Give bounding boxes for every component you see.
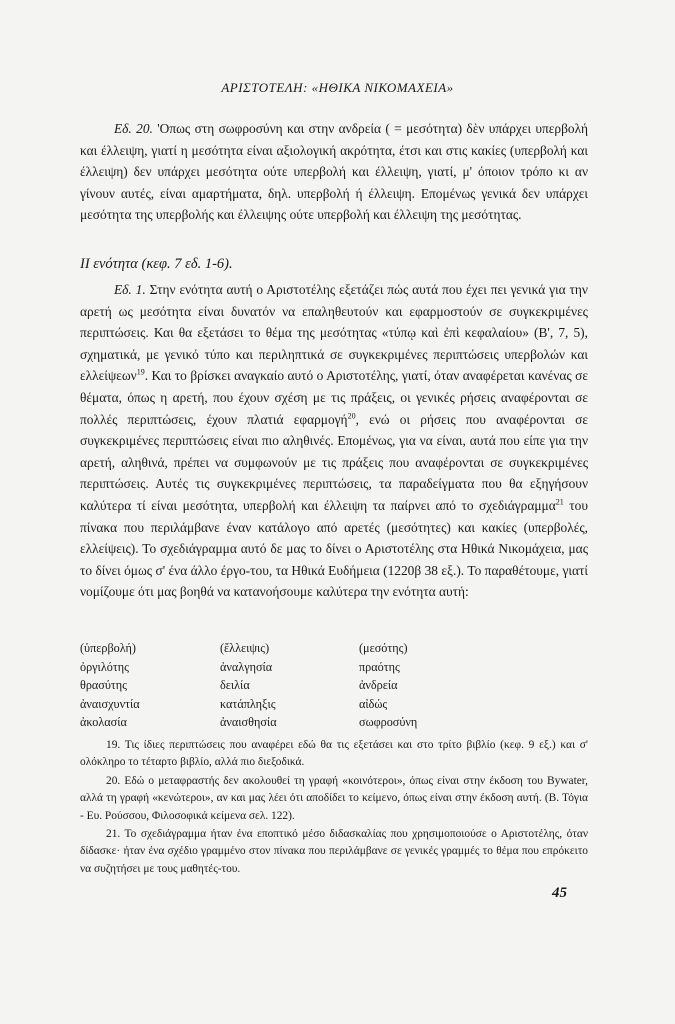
table-row (80, 715, 417, 734)
table-cell: ἀναλγησία (220, 659, 273, 674)
running-head: ΑΡΙΣΤΟΤΕΛΗ: «ΗΘΙΚΑ ΝΙΚΟΜΑΧΕΙΑ» (221, 80, 454, 95)
table-row (80, 660, 417, 679)
table-cell: ὀργιλότης (80, 659, 129, 674)
virtue-table (80, 641, 417, 734)
table-cell: δειλία (220, 678, 250, 692)
paragraph-text-d: του πίνακα που περιλάμβανε έναν κατάλογο από αρετές (μεσότητες) και κακίες (υπερβολές, ελλείψεις). Το σχεδιάγραμμα αυτό δε μας το δίνει ο Αριστοτέλης στα Ηθικά Νικομάχεια, μας το δίνει όμως σ' ένα άλλο έργο-του, τα Ηθικά Ευδήμεια (1220β 38 εξ.). Το παραθέτουμε, γιατί νομίζουμε ότι μας βοηθά να κατανοήσουμε καλύτερα την ενότητα αυτή: (80, 497, 588, 600)
table-cell: ἀκολασία (80, 715, 127, 729)
table-header-cell: (ἔλλειψις) (220, 641, 270, 655)
table-header-row (80, 641, 417, 660)
table-cell: σωφροσύνη (359, 715, 418, 729)
table-row (80, 697, 417, 716)
paragraph-ed-1 (80, 279, 588, 603)
page-number: 45 (552, 885, 567, 901)
paragraph-text-c: , ενώ οι ρήσεις που αναφέρονται σε συγκεκριμένες περιπτώσεις είναι πιο αληθινές. Επομένως, για να είναι, αυτά που είπε για την αρετή, αληθινά, πρέπει να συμφωνούν με τις πράξεις που αναφέρονται σε συγκεκριμένες περιπτώσεις. Αυτές τις συγκεκριμένες περιπτώσεις, τα παραδείγματα που θα εξηγήσουν καλύτερα τί είναι μεσότητα, υπερβολή και έλλειψη τα παίρνει από το σχεδιάγραμμα (80, 411, 588, 513)
table-cell: πραότης (359, 659, 400, 674)
footnote-ref-20: 20 (347, 411, 356, 421)
paragraph-label: Εδ. 20. (114, 121, 153, 136)
section-heading: II ενότητα (κεφ. 7 εδ. 1-6). (80, 256, 233, 272)
table-header-cell: (ὑπερβολή) (80, 641, 136, 655)
table-row (80, 678, 417, 697)
table-header-cell: (μεσότης) (359, 641, 408, 655)
paragraph-ed-20 (80, 118, 588, 226)
footnote-19: 19. Τις ίδιες περιπτώσεις που αναφέρει εδώ θα τις εξετάσει και στο τρίτο βιβλίο (κεφ. 9 εξ.) και σ' ολόκληρο το τέταρτο βιβλίο, αλλά πιο διεξοδικά. (80, 739, 588, 769)
table-cell: ἀναισχυντία (80, 696, 140, 711)
table-cell: θρασύτης (80, 678, 128, 692)
table-cell: ἀνδρεία (359, 678, 398, 692)
footnote-ref-19: 19 (136, 367, 145, 377)
table-cell: αἰδώς (359, 696, 388, 711)
paragraph-text-a: Στην ενότητα αυτή ο Αριστοτέλης εξετάζει πώς αυτά που έχει πει γενικά για την αρετή ως μεσότητα είναι δυνατόν να επαληθευτούν και εφαρμοστούν σε συγκεκριμένες περιπτώσεις. Και θα εξετάσει το θέμα της μεσότητας «τύπῳ καὶ ἐπὶ κεφαλαίου» (Β', 7, 5), σχηματικά, με γενικό τύπο και περιληπτικά σε συγκεκριμένες περιπτώσεις υπερβολών και ελλείψεων (80, 282, 588, 384)
paragraph-text: 'Οπως στη σωφροσύνη και στην ανδρεία ( = μεσότητα) δὲν υπάρχει υπερβολή και έλλειψη, γιατί η μεσότητα είναι αξιολογική ακρότητα, έτσι και στις κακίες (υπερβολή και έλλειψη) δεν υπάρχει μεσότητα ούτε υπερβολή και έλλειψη, γιατί, μ' όποιον τρόπο κι αν γίνουν αυτές, είναι αμαρτήματα, δηλ. υπερβολή ή έλλειψη. Επομένως γενικά δεν υπάρχει μεσότητα της υπερβολής και έλλειψης ούτε υπερβολή και έλλειψη της μεσότητας. (80, 121, 589, 223)
table-cell: κατάπληξις (220, 696, 276, 711)
footnote-ref-21: 21 (555, 497, 564, 507)
footnotes (80, 737, 588, 879)
table-cell: ἀναισθησία (220, 715, 277, 729)
paragraph-label: Εδ. 1. (114, 282, 146, 297)
footnote-21: 21. Το σχεδιάγραμμα ήταν ένα εποπτικό μέσο διδασκαλίας που χρησιμοποιούσε ο Αριστοτέλης, όταν δίδασκε· ήταν ένα σχέδιο γραμμένο στον πίνακα που περιλάμβανε σε γενικές γραμμές το θέμα που επρόκειτο να συζητήσει με τους μαθητές-του. (80, 828, 588, 875)
footnote-20: 20. Εδώ ο μεταφραστής δεν ακολουθεί τη γραφή «κοινότεροι», όπως είναι στην έκδοση του Bywater, αλλά τη γραφή «κενώτεροι», αν και μας λέει ότι αποδίδει το κείμενο, όπως είναι στην έκδοση αυτή. (Β. Τόγια - Ευ. Ρούσσου, Φιλοσοφικά κείμενα σελ. 122). (80, 774, 588, 822)
paragraph-text-b: . Και το βρίσκει αναγκαίο αυτό ο Αριστοτέλης, γιατί, όταν αναφέρεται κανένας σε θέματα, όπως η αρετή, που έχουν σχέση με τις πράξεις, οι γενικές ρήσεις αναφέρονται σε πολλές περιπτώσεις, έχουν πλατιά εφαρμογή (80, 368, 588, 427)
